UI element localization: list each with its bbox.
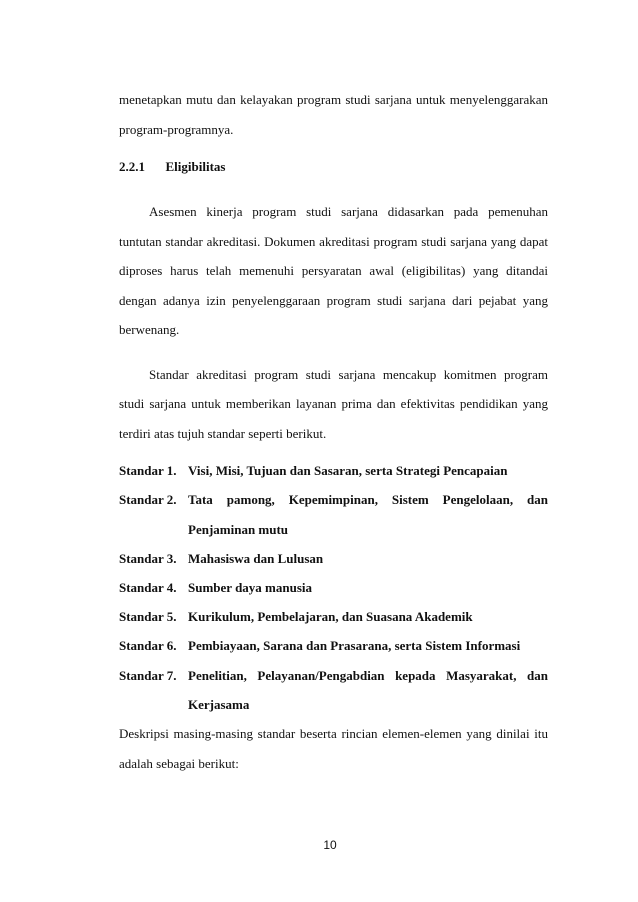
paragraph1-line-3: diproses harus telah memenuhi persyaratan awal (eligibilitas) yang ditandai [119, 263, 548, 278]
page-number: 10 [323, 838, 337, 852]
paragraph2-line-2: studi sarjana untuk memberikan layanan prima dan efektivitas pendidikan yang [119, 396, 548, 411]
standard-text: Pembiayaan, Sarana dan Prasarana, serta Sistem Informasi [188, 638, 521, 653]
standard-text: Kurikulum, Pembelajaran, dan Suasana Akademik [188, 609, 473, 624]
standard-text: Visi, Misi, Tujuan dan Sasaran, serta Strategi Pencapaian [188, 463, 508, 478]
standard-label: Standar 6. [119, 638, 177, 653]
standard-text-continued: Penjaminan mutu [188, 522, 289, 537]
paragraph2-line-1: Standar akreditasi program studi sarjana mencakup komitmen program [149, 367, 548, 382]
paragraph1-line-5: berwenang. [119, 322, 180, 337]
standard-text-continued: Kerjasama [188, 697, 250, 712]
standard-text: Penelitian, Pelayanan/Pengabdian kepada Masyarakat, dan [188, 668, 548, 683]
section-heading [119, 159, 548, 175]
standard-label: Standar 5. [119, 609, 177, 624]
standard-text: Tata pamong, Kepemimpinan, Sistem Pengelolaan, dan [188, 492, 548, 507]
paragraph1-line-4: dengan adanya izin penyelenggaraan program studi sarjana dari pejabat yang [119, 293, 548, 308]
intro-line-1: menetapkan mutu dan kelayakan program studi sarjana untuk menyelenggarakan [119, 92, 548, 107]
standard-label: Standar 3. [119, 551, 177, 566]
standard-label: Standar 7. [119, 668, 177, 683]
standard-label: Standar 1. [119, 463, 177, 478]
closing-line-1: Deskripsi masing-masing standar beserta rincian elemen-elemen yang dinilai itu [119, 726, 548, 741]
intro-line-2: program-programnya. [119, 122, 234, 137]
section-number: 2.2.1 [119, 159, 145, 174]
standard-label: Standar 4. [119, 580, 177, 595]
standard-text: Sumber daya manusia [188, 580, 313, 595]
standard-text: Mahasiswa dan Lulusan [188, 551, 324, 566]
section-title: Eligibilitas [165, 159, 226, 174]
closing-line-2: adalah sebagai berikut: [119, 756, 239, 771]
paragraph1-line-2: tuntutan standar akreditasi. Dokumen akreditasi program studi sarjana yang dapat [119, 234, 548, 249]
paragraph2-line-3: terdiri atas tujuh standar seperti berikut. [119, 426, 327, 441]
standard-label: Standar 2. [119, 492, 177, 507]
paragraph1-line-1: Asesmen kinerja program studi sarjana didasarkan pada pemenuhan [149, 204, 548, 219]
